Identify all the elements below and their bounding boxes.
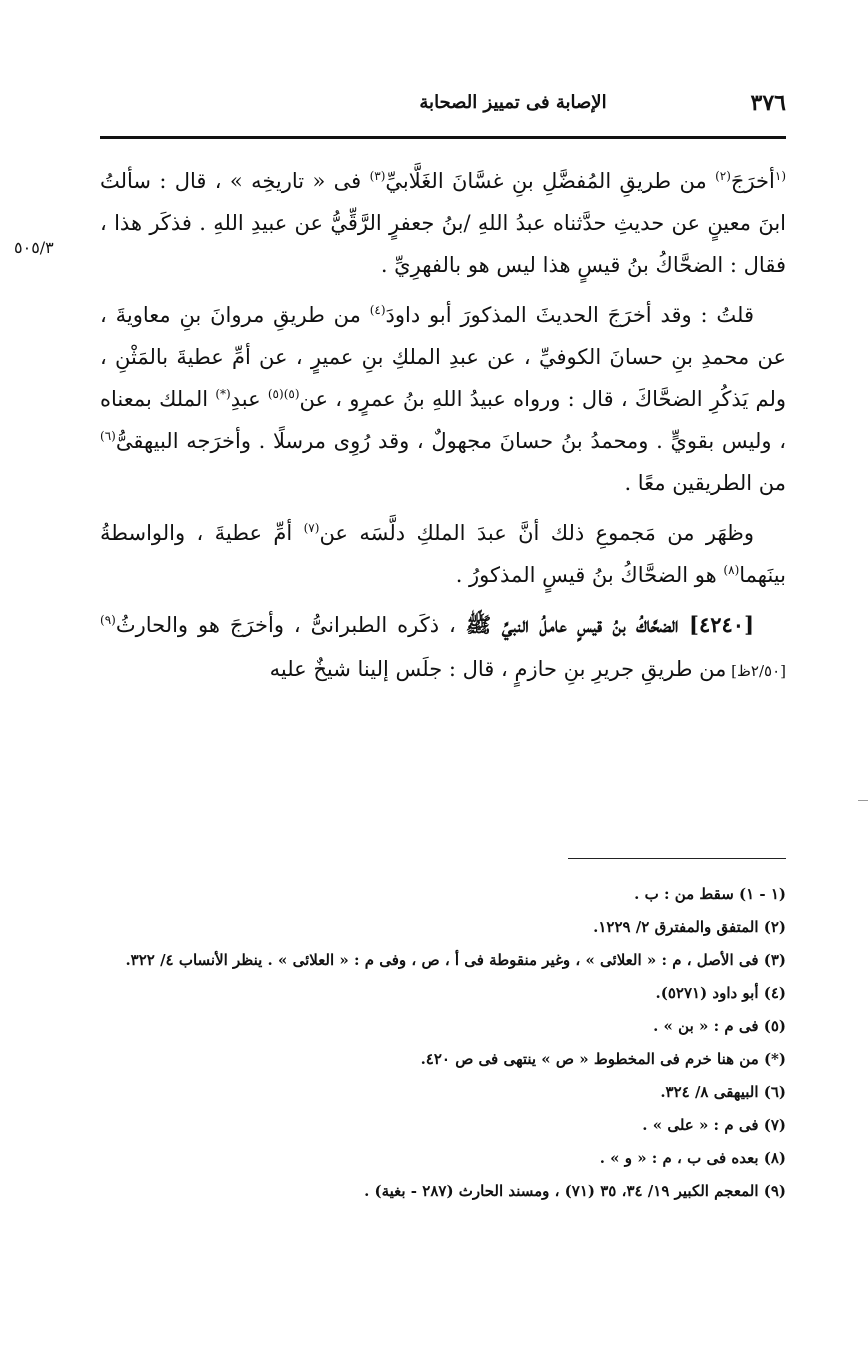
note-ref-2: (٢)	[715, 169, 731, 183]
entry-number: [٤٢٤٠]	[689, 612, 754, 637]
note-ref-8: (٨)	[723, 563, 740, 577]
running-title: الإصابة فى تمييز الصحابة	[419, 92, 607, 113]
footnotes	[100, 878, 786, 1208]
note-ref-7: (٧)	[303, 521, 320, 535]
footnote: (٤) أبو داود (٥٢٧١).	[655, 984, 786, 1002]
text: هو الضحَّاكُ بنُ قيسٍ المذكورُ .	[455, 563, 724, 587]
footnote: (٢) المتفق والمفترق ٢/ ١٢٢٩.	[593, 918, 786, 936]
main-text	[100, 160, 786, 692]
footnote: (*) من هنا خرم فى المخطوط « ص » ينتهى فى ص ٤٢٠.	[420, 1050, 786, 1068]
footnote: (٥) فى م : « بن » .	[653, 1017, 786, 1035]
header-rule	[100, 136, 786, 139]
text: فى « تاريخِه » ، قال : سألتُ ابنَ معينٍ عن حديثِ حدَّثناه عبدُ اللهِ /بنُ جعفرٍ الرَّقِّيُّ عن عبيدِ اللهِ . فذكَر هذا ، فقال : الضحَّاكُ بنُ قيسٍ هذا ليس هو بالفهرِيِّ .	[100, 169, 786, 277]
text: ، ذكَره الطبرانىُّ ، وأخرَجَ هو والحارثُ	[115, 613, 466, 637]
footnote: (٣) فى الأصل ، م : « العلائى » ، وغير منقوطة فى أ ، ص ، وفى م : « العلائى » . ينظر الأنساب ٤/ ٣٢٢.	[125, 951, 786, 969]
note-ref-5: (٥)	[283, 387, 300, 401]
text: من طريقِ المُفضَّلِ بنِ غسَّانَ الغَلَّابيِّ	[385, 169, 716, 193]
text: من الطريقين معًا .	[624, 471, 786, 495]
text: عبدِ	[230, 387, 268, 411]
footnote: (٩) المعجم الكبير ١٩/ ٣٤، ٣٥ (٧١) ، ومسند الحارث (٢٨٧ - بغية) .	[364, 1182, 786, 1200]
text: قلتُ : وقد أخرَجَ الحديثَ المذكورَ أبو داودَ	[385, 303, 754, 327]
margin-reference: ٥٠٥/٣	[14, 238, 54, 257]
footnote: (٧) فى م : « على » .	[642, 1116, 786, 1134]
folio-marker: [٢/٥٠ظ]	[726, 662, 786, 680]
paragraph-4	[100, 604, 786, 692]
paragraph-1	[100, 160, 786, 286]
entry-title: الضحَّاكُ بنُ قيسٍ عاملُ النبيِّ ﷺ	[465, 612, 689, 637]
page-number: ٣٧٦	[750, 90, 786, 116]
text: وظهَر من مَجموعِ ذلك أنَّ عبدَ الملكِ دلَّسَه عن	[319, 521, 754, 545]
note-ref-4: (٤)	[369, 303, 386, 317]
footnote: (١ - ١) سقط من : ب .	[634, 885, 786, 903]
note-ref-1: (١	[774, 169, 787, 183]
note-ref-6: (٦)	[100, 429, 116, 443]
page-header	[100, 86, 786, 126]
footnote: (٦) البيهقى ٨/ ٣٢٤.	[660, 1083, 786, 1101]
note-ref-9: (٩)	[100, 613, 116, 627]
note-ref-3: (٣)	[369, 169, 386, 183]
note-ref-star: (*)	[215, 387, 231, 401]
footnote: (٨) بعده فى ب ، م : « و » .	[599, 1149, 786, 1167]
footnote-rule	[568, 858, 786, 859]
text: من طريقِ مروانَ بنِ معاويةَ ، عن محمدِ بنِ حسانَ الكوفيِّ ، عن عبدِ الملكِ بنِ عميرٍ ، عن أمِّ عطيةَ بالمَثْنِ ، ولم يَذكُرِ الضحَّاكَ ، قال : ورواه عبيدُ اللهِ بنُ عمرٍو ، عن	[100, 303, 786, 411]
note-ref-5b: (٥)	[267, 387, 284, 401]
text: أمِّ عطيةَ ، والواسطةُ بينَهما	[100, 521, 786, 587]
paragraph-3	[100, 512, 786, 596]
text: أخرَجَ	[730, 169, 775, 193]
scan-edge-mark	[858, 800, 868, 801]
paragraph-2	[100, 294, 786, 504]
text: الملك بمعناه ، وليس بقويٍّ . ومحمدُ بنُ حسانَ مجهولٌ ، وقد رُوِى مرسلًا . وأخرَجه البيهقىُّ	[100, 387, 786, 453]
text: من طريقِ جريرِ بنِ حازمٍ ، قال : جلَس إلينا شيخٌ عليه	[269, 657, 727, 681]
